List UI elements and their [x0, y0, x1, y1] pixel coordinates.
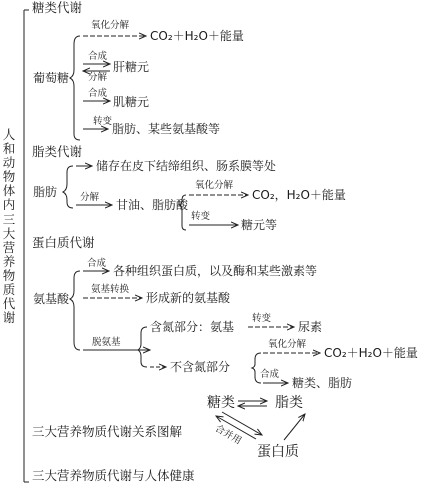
non-n-oxidize-product: CO₂＋H₂O＋能量: [324, 346, 418, 360]
relation-edge-label: 合并用: [213, 423, 244, 447]
urea: 尿素: [298, 320, 323, 334]
amino-bracket: [70, 271, 80, 350]
liver-synth-label: 合成: [88, 51, 108, 62]
n-convert-label: 转变: [252, 313, 272, 324]
relation-node-fat: 脂类: [275, 395, 303, 411]
glucose-oxidize-product: CO₂＋H₂O＋能量: [150, 29, 244, 43]
relation-node-protein: 蛋白质: [257, 444, 299, 460]
health-heading: 三大营养物质代谢与人体健康: [32, 468, 195, 483]
fat-store-text: 储存在皮下结缔组织、肠系膜等处: [96, 159, 277, 173]
non-n-oxidize-label: 氧化分解: [268, 339, 307, 350]
liver-glycogen: 肝糖元: [113, 60, 150, 74]
fat-label: 脂肪: [33, 185, 58, 199]
muscle-glycogen: 肌糖元: [113, 95, 150, 109]
protein-synth-product: 各种组织蛋白质，以及酶和某些激素等: [113, 264, 318, 278]
main-title: 人和动物体内三大营养物质代谢: [2, 127, 16, 326]
non-n-synth-label: 合成: [260, 369, 280, 380]
transamination-product: 形成新的氨基酸: [146, 291, 231, 305]
glucose-label: 葡萄糖: [33, 71, 70, 85]
glucose-bracket: [70, 36, 80, 140]
fat-decomp-product: 甘油、脂肪酸: [116, 198, 189, 212]
fat-heading: 脂类代谢: [32, 144, 83, 159]
muscle-synth-label: 合成: [88, 88, 108, 99]
protein-synth-label: 合成: [87, 258, 107, 269]
fat-convert-label: 转变: [191, 211, 211, 222]
fat-decomp-label: 分解: [80, 192, 100, 203]
relation-node-sugar: 糖类: [207, 395, 235, 411]
deamination-label: 脱氨基: [92, 337, 121, 348]
fat-oxidize-label: 氧化分解: [195, 180, 234, 191]
deamination-bracket: [138, 327, 147, 367]
sugar-heading: 糖类代谢: [32, 0, 83, 15]
nitrogen-part: 含氮部分：氨基: [150, 320, 235, 334]
fat-oxidize-product: CO₂，H₂O＋能量: [252, 188, 346, 202]
glucose-oxidize-label: 氧化分解: [91, 20, 130, 31]
liver-decomp-label: 分解: [88, 72, 108, 83]
fat-convert-product: 糖元等: [241, 218, 278, 232]
transamination-label: 氨基转换: [91, 284, 130, 295]
non-nitrogen-part: 不含氮部分: [170, 360, 231, 374]
protein-heading: 蛋白质代谢: [32, 235, 95, 250]
relation-heading: 三大营养物质代谢关系图解: [32, 424, 183, 439]
protein-to-fat-arrow: [284, 414, 305, 440]
fat-bracket: [63, 166, 73, 208]
non-n-synth-product: 糖类、脂肪: [292, 376, 353, 390]
amino-acid-label: 氨基酸: [33, 292, 70, 306]
glucose-convert-product: 脂肪、某些氨基酸等: [112, 122, 221, 136]
glucose-convert-label: 转变: [93, 116, 113, 127]
